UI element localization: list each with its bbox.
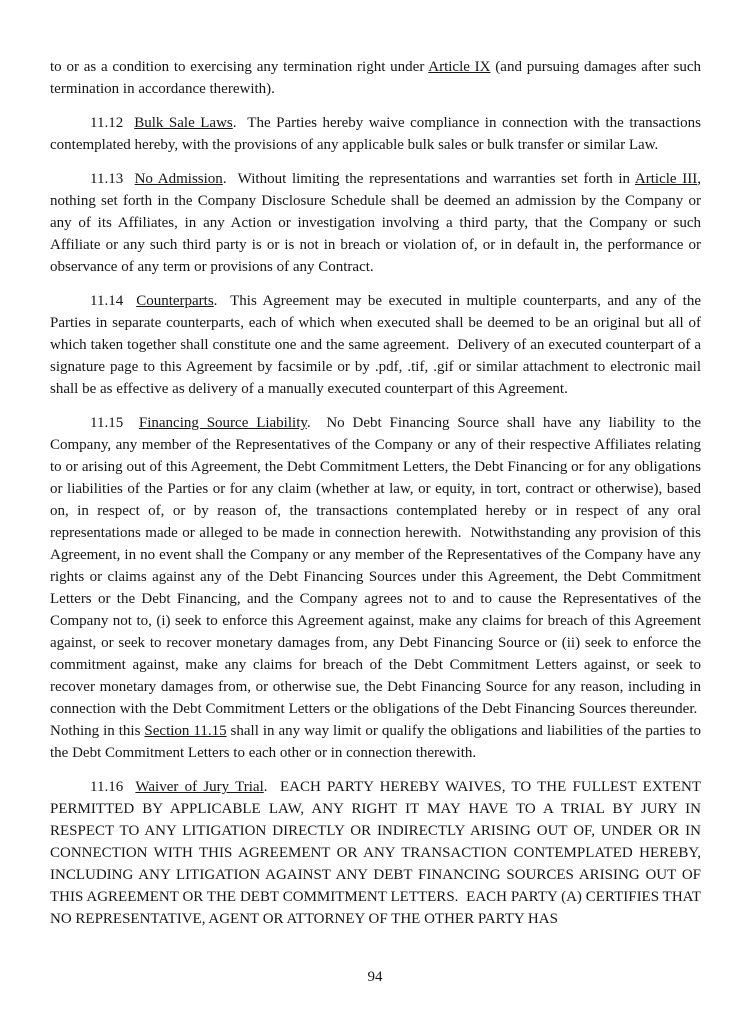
text-run: 11.15 [90,415,139,431]
underlined-text: No Admission [134,171,223,187]
section-11-13-paragraph [50,168,701,278]
text-run: shall in any way limit or qualify the obligations and liabilities of the parties to the Debt Commitment Letters to each other or in connection therewith. [50,723,701,761]
text-run: . No Debt Financing Source shall have any liability to the Company, any member of the Representatives of the Company or any of their respective Affiliates relating to or arising out of this Agreement, the Debt Commitment Letters, the Debt Financing or for any obligations or liabilities of the Parties or for any claim (whether at law, or equity, in tort, contract or otherwise), based on, in respect of, or by reason of, the transactions contemplated hereby or in respect of any oral representations made or alleged to be made in connection herewith. Notwithstanding any provision of this Agreement, in no event shall the Company or any member of the Representatives of the Company have any rights or claims against any of the Debt Financing Sources under this Agreement, the Debt Commitment Letters or the Debt Financing, and the Company agrees not to and to cause the Representatives of the Company not to, (i) seek to enforce this Agreement against, make any claims for breach of this Agreement against, or seek to recover monetary damages from, any Debt Financing Source or (ii) seek to enforce the commitment against, make any claims for breach of the Debt Commitment Letters against, or seek to recover monetary damages from, or otherwise sue, the Debt Financing Source for any reason, including in connection with the Debt Commitment Letters or the obligations of the Debt Financing Sources thereunder. Nothing in this [50,415,701,739]
underlined-text: Section 11.15 [144,723,227,739]
underlined-text: Article IX [428,59,491,75]
text-run: (and pursuing damages after such termination in accordance therewith). [50,59,701,97]
text-run: . This Agreement may be executed in multiple counterparts, and any of the Parties in separate counterparts, each of which when executed shall be deemed to be an original but all of which taken together shall constitute one and the same agreement. Delivery of an executed counterpart of a signature page to this Agreement by facsimile or by .pdf, .tif, .gif or similar attachment to electronic mail shall be as effective as delivery of a manually executed counterpart of this Agreement. [50,293,701,397]
section-11-15-paragraph [50,412,701,764]
underlined-text: Article III [634,171,698,187]
underlined-text: Counterparts [136,293,214,309]
text-run: 11.14 [90,293,137,309]
text-run: . The Parties hereby waive compliance in connection with the transactions contemplated hereby, with the provisions of any applicable bulk sales or bulk transfer or similar Law. [50,115,701,153]
text-run: , nothing set forth in the Company Disclosure Schedule shall be deemed an admission by the Company or any of its Affiliates, in any Action or investigation involving a third party, that the Company or such Affiliate or any such third party is or is not in breach or violation of, or in default in, the performance or observance of any term or provisions of any Contract. [50,171,701,275]
text-run: . Without limiting the representations and warranties set forth in [222,171,635,187]
section-11-12-paragraph [50,112,701,156]
text-run: 11.13 [90,171,135,187]
text-run: . EACH PARTY HEREBY WAIVES, TO THE FULLEST EXTENT PERMITTED BY APPLICABLE LAW, ANY RIGHT IT MAY HAVE TO A TRIAL BY JURY IN RESPECT TO ANY LITIGATION DIRECTLY OR INDIRECTLY ARISING OUT OF, UNDER OR IN CONNECTION WITH THIS AGREEMENT OR ANY TRANSACTION CONTEMPLATED HEREBY, INCLUDING ANY LITIGATION AGAINST ANY DEBT FINANCING SOURCES ARISING OUT OF THIS AGREEMENT OR THE DEBT COMMITMENT LETTERS. EACH PARTY (A) CERTIFIES THAT NO REPRESENTATIVE, AGENT OR ATTORNEY OF THE OTHER PARTY HAS [50,779,701,927]
text-run: to or as a condition to exercising any termination right under [50,59,429,75]
section-11-16-paragraph [50,776,701,930]
section-11-14-paragraph [50,290,701,400]
page-number: 94 [367,969,383,985]
document-body [50,56,701,930]
underlined-text: Bulk Sale Laws [134,115,233,131]
continuation-paragraph [50,56,701,100]
text-run: 11.12 [90,115,135,131]
underlined-text: Financing Source Liability [138,415,307,431]
underlined-text: Waiver of Jury Trial [135,779,264,795]
text-run: 11.16 [90,779,136,795]
